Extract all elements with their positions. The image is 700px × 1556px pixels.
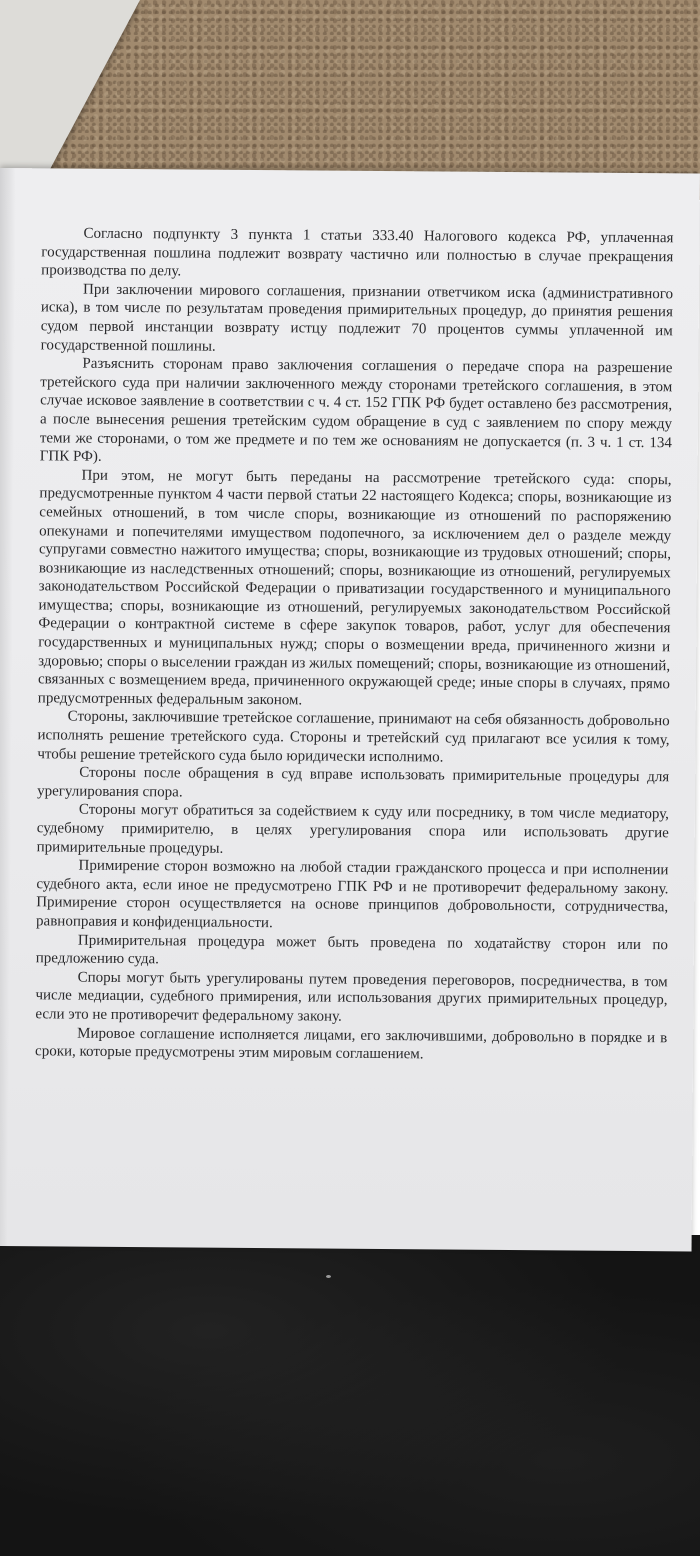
paragraph-arbitration-obligation: Стороны, заключившие третейское соглашение, принимают на себя обязанность добровольно исполнять решение третейского суда. Стороны и третейский суд прилагают все усилия к тому, чтобы решение третейского суда было юридически исполнимо. bbox=[37, 708, 670, 766]
paragraph-settlement-execution: Мировое соглашение исполняется лицами, его заключившими, добровольно в порядке и в сроки, которые предусмотрены этим мировым соглашением. bbox=[34, 1025, 668, 1063]
paragraph-negotiation: Споры могут быть урегулированы путем проведения переговоров, посредничества, в том числе медиации, судебного примирения, или использования других примирительных процедур, если это не противоречит федеральному закону. bbox=[35, 969, 668, 1025]
paragraph-court-proposal: Примирительная процедура может быть проведена по ходатайству сторон или по предложению суда. bbox=[35, 932, 668, 968]
paragraph-state-fee-refund: Согласно подпункту 3 пункта 1 статьи 333.40 Налогового кодекса РФ, уплаченная государственная пошлина подлежит возврату частично или полностью в случае прекращения производства по делу. bbox=[41, 225, 674, 280]
lint-speck bbox=[326, 1275, 331, 1278]
paragraph-non-arbitrable-disputes: При этом, не могут быть переданы на рассмотрение третейского суда: споры, предусмотренные пунктом 4 части первой статьи 22 настоящего Кодекса; споры, возникающие из семейных отношений, в том числе споры, возникающие из отношений по распоряжению опекунами и попечителями имуществом подопечного, за исключением дел о разделе между супругами совместно нажитого имущества; споры, возникающие из трудовых отношений; споры, возникающие из наследственных отношений; споры, возникающие из отношений, регулируемых законодательством Российской Федерации о приватизации государственного и муниципального имущества; споры, возникающие из отношений, регулируемых законодательством Российской Федерации о контрактной системе в сфере закупок товаров, работ, услуг для обеспечения государственных и муниципальных нужд; споры о возмещении вреда, причиненного жизни и здоровью; споры о выселении граждан из жилых помещений; споры, возникающие из отношений, связанных с возмещением вреда, причиненного окружающей среде; иные споры в случаях, прямо предусмотренных федеральным законом. bbox=[37, 467, 672, 709]
paragraph-reconciliation-stage: Примирение сторон возможно на любой стадии гражданского процесса и при исполнении судебного акта, если иное не предусмотрено ГПК РФ и не противоречит федеральному закону. Примирение сторон осуществляется на основе принципов добровольности, сотрудничества, равноправия и конфиденциальности. bbox=[36, 857, 669, 932]
document-page bbox=[0, 168, 700, 1251]
paragraph-mediator: Стороны могут обратиться за содействием к суду или посреднику, в том числе медиатору, судебному примирителю, в целях урегулирования спора или использовать другие примирительные процедуры. bbox=[36, 802, 670, 857]
paragraph-conciliation-procedures: Стороны после обращения в суд вправе использовать примирительные процедуры для урегулирования спора. bbox=[37, 764, 670, 801]
paragraph-settlement-refund: При заключении мирового соглашения, признании ответчиком иска (административного иска), в том числе по результатам проведения примирительных процедур, до принятия решения судом первой инстанции возврату истцу подлежит 70 процентов суммы уплаченной им государственной пошлины. bbox=[40, 281, 674, 355]
underlying-paper-print bbox=[0, 10, 11, 170]
paragraph-arbitration-right: Разъяснить сторонам право заключения соглашения о передаче спора на разрешение третейского суда при наличии заключенного между сторонами третейского соглашения, в этом случае исковое заявление в соответствии с ч. 4 ст. 152 ГПК РФ будет оставлено без рассмотрения, а после вынесения решения третейским судом обращение в суд с заявлением по спору между теми же сторонами, о том же предмете и по тем же основаниям не допускается (п. 3 ч. 1 ст. 134 ГПК РФ). bbox=[39, 355, 673, 465]
document-body bbox=[35, 224, 674, 1066]
dark-fabric-background bbox=[0, 1235, 700, 1556]
page-shadow-edge bbox=[0, 168, 16, 1246]
